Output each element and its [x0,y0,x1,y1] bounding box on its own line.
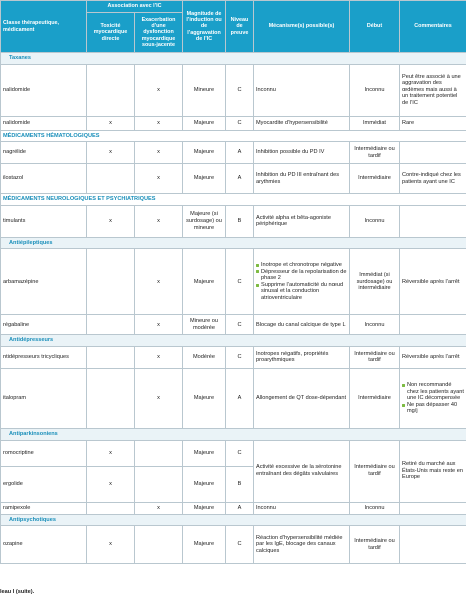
mechanism: Réaction d’hypersensibilité médiée par les IgE, blocage des canaux calciques [254,526,350,564]
table-row [1,205,466,237]
mechanism: Inconnu [254,64,350,116]
comment [400,368,466,428]
exacerbation-mark [135,440,183,466]
exacerbation-mark: x [135,205,183,237]
direct-toxicity-mark [87,502,135,514]
drug-name: nalidomide [1,116,87,130]
table-caption: leau I (suite). [0,589,35,595]
comment: Réversible après l’arrêt [400,249,466,315]
mechanism: Inotropes négatifs, propriétés proarythmiques [254,346,350,368]
direct-toxicity-mark: x [87,142,135,164]
drug-name: timulants [1,205,87,237]
comment [400,315,466,335]
magnitude: Majeure [183,142,226,164]
evidence-level: C [226,64,254,116]
section-antidepressants: Antidépresseurs [1,335,466,347]
evidence-level: A [226,368,254,428]
onset: Intermédiaire ou tardif [350,142,400,164]
section-antiparkinsonians: Antiparkinsoniens [1,428,466,440]
magnitude: Majeure [183,368,226,428]
evidence-level: A [226,502,254,514]
mechanism: Activité alpha et bêta-agoniste périphérique [254,205,350,237]
magnitude: Majeure [183,526,226,564]
header-mechanism: Mécanisme(s) possible(s) [254,1,350,53]
drug-name: nagrélide [1,142,87,164]
evidence-level: C [226,440,254,466]
comment: Réversible après l’arrêt [400,346,466,368]
mechanism: Inhibition du PD III entraînant des arythmies [254,164,350,194]
section-hematologic: MÉDICAMENTS HÉMATOLOGIQUES [1,130,466,142]
table-row [1,116,466,130]
mechanism: Myocardite d’hypersensibilité [254,116,350,130]
header-onset: Début [350,1,400,53]
drug-name: nalidomide [1,64,87,116]
exacerbation-mark: x [135,346,183,368]
table-row [1,346,466,368]
drug-name: arbamazépine [1,249,87,315]
direct-toxicity-mark [87,346,135,368]
table-row [1,142,466,164]
exacerbation-mark: x [135,164,183,194]
exacerbation-mark: x [135,64,183,116]
evidence-level: C [226,346,254,368]
mechanism-item: Dépresseur de la repolarisation de phase 2 [256,269,347,282]
drug-name: italopram [1,368,87,428]
evidence-level: C [226,315,254,335]
direct-toxicity-mark: x [87,466,135,502]
onset: Intermédiaire ou tardif [350,346,400,368]
table-row [1,502,466,514]
direct-toxicity-mark: x [87,116,135,130]
exacerbation-mark [135,466,183,502]
direct-toxicity-mark [87,368,135,428]
direct-toxicity-mark [87,315,135,335]
drug-name: ozapine [1,526,87,564]
drug-name: ergolide [1,466,87,502]
mechanism-item: Supprime l’automaticité du nœud sinusal et la conduction atrioventriculaire [256,282,347,302]
table-row [1,526,466,564]
mechanism-list [256,262,347,302]
table-row [1,249,466,315]
comment [400,142,466,164]
mechanism: Inhibition possible du PD IV [254,142,350,164]
magnitude: Majeure [183,164,226,194]
header-evidence-level: Niveau de preuve [226,1,254,53]
direct-toxicity-mark: x [87,440,135,466]
mechanism: Blocage du canal calcique de type L [254,315,350,335]
header-class-drug: Classe thérapeutique, médicament [1,1,87,53]
comment: Peut être associé à une aggravation des œdèmes mais aussi à un traitement potentiel de l’IC [400,64,466,116]
onset: Intermédiaire ou tardif [350,440,400,502]
mechanism-item: Inotrope et chronotrope négative [256,262,347,269]
table-row [1,440,466,466]
magnitude: Mineure [183,64,226,116]
table-row [1,164,466,194]
section-antipsychotics: Antipsychotiques [1,514,466,526]
magnitude: Mineure ou modérée [183,315,226,335]
header-magnitude: Magnitude de l’induction ou de l’aggravation de l’IC [183,1,226,53]
magnitude: Majeure (si surdosage) ou mineure [183,205,226,237]
comment: Retiré du marché aux États-Unis mais reste en Europe [400,440,466,502]
header-comments: Commentaires [400,1,466,53]
mechanism: Allongement de QT dose-dépendant [254,368,350,428]
evidence-level: B [226,466,254,502]
magnitude: Majeure [183,116,226,130]
onset: Inconnu [350,64,400,116]
drug-name: ramipexole [1,502,87,514]
comment-list [402,382,464,415]
onset: Intermédiaire [350,164,400,194]
comment [400,502,466,514]
evidence-level: C [226,249,254,315]
header-exacerbation: Exacerbation d’une dysfonction myocardique sous-jacente [135,13,183,53]
section-neuro-psych: MÉDICAMENTS NEUROLOGIQUES ET PSYCHIATRIQUES [1,194,466,206]
comment: Contre-indiqué chez les patients ayant une IC [400,164,466,194]
comment-item: Non recommandé chez les patients ayant une IC décompensée [402,382,464,402]
exacerbation-mark: x [135,502,183,514]
comment [400,526,466,564]
table-row [1,64,466,116]
magnitude: Majeure [183,249,226,315]
evidence-level: A [226,142,254,164]
onset: Intermédiaire ou tardif [350,526,400,564]
header-direct-toxicity: Toxicité myocardique directe [87,13,135,53]
onset: Immédiat (si surdosage) ou intermédiaire [350,249,400,315]
evidence-level: B [226,205,254,237]
direct-toxicity-mark [87,164,135,194]
exacerbation-mark: x [135,116,183,130]
drug-name: ntidépresseurs tricycliques [1,346,87,368]
drug-name: ilostazol [1,164,87,194]
onset: Inconnu [350,502,400,514]
direct-toxicity-mark: x [87,205,135,237]
exacerbation-mark: x [135,142,183,164]
comment [400,205,466,237]
onset: Intermédiaire [350,368,400,428]
onset: Immédiat [350,116,400,130]
direct-toxicity-mark [87,64,135,116]
header-association: Association avec l’IC [87,1,183,13]
exacerbation-mark [135,526,183,564]
direct-toxicity-mark [87,249,135,315]
section-antiepileptics: Antiépileptiques [1,237,466,249]
mechanism [254,249,350,315]
exacerbation-mark: x [135,368,183,428]
evidence-level: C [226,526,254,564]
magnitude: Majeure [183,502,226,514]
magnitude: Majeure [183,440,226,466]
magnitude: Modérée [183,346,226,368]
onset: Inconnu [350,205,400,237]
direct-toxicity-mark: x [87,526,135,564]
magnitude: Majeure [183,466,226,502]
table-row [1,315,466,335]
drug-name: régabaline [1,315,87,335]
drug-name: romocriptine [1,440,87,466]
exacerbation-mark: x [135,249,183,315]
section-taxanes: Taxanes [1,53,466,65]
mechanism: Inconnu [254,502,350,514]
onset: Inconnu [350,315,400,335]
comment: Rare [400,116,466,130]
table-row [1,368,466,428]
comment-item: Ne pas dépasser 40 mg/j [402,402,464,415]
evidence-level: C [226,116,254,130]
evidence-level: A [226,164,254,194]
mechanism: Activité excessive de la sérotonine entraînant des dégâts valvulaires [254,440,350,502]
exacerbation-mark: x [135,315,183,335]
